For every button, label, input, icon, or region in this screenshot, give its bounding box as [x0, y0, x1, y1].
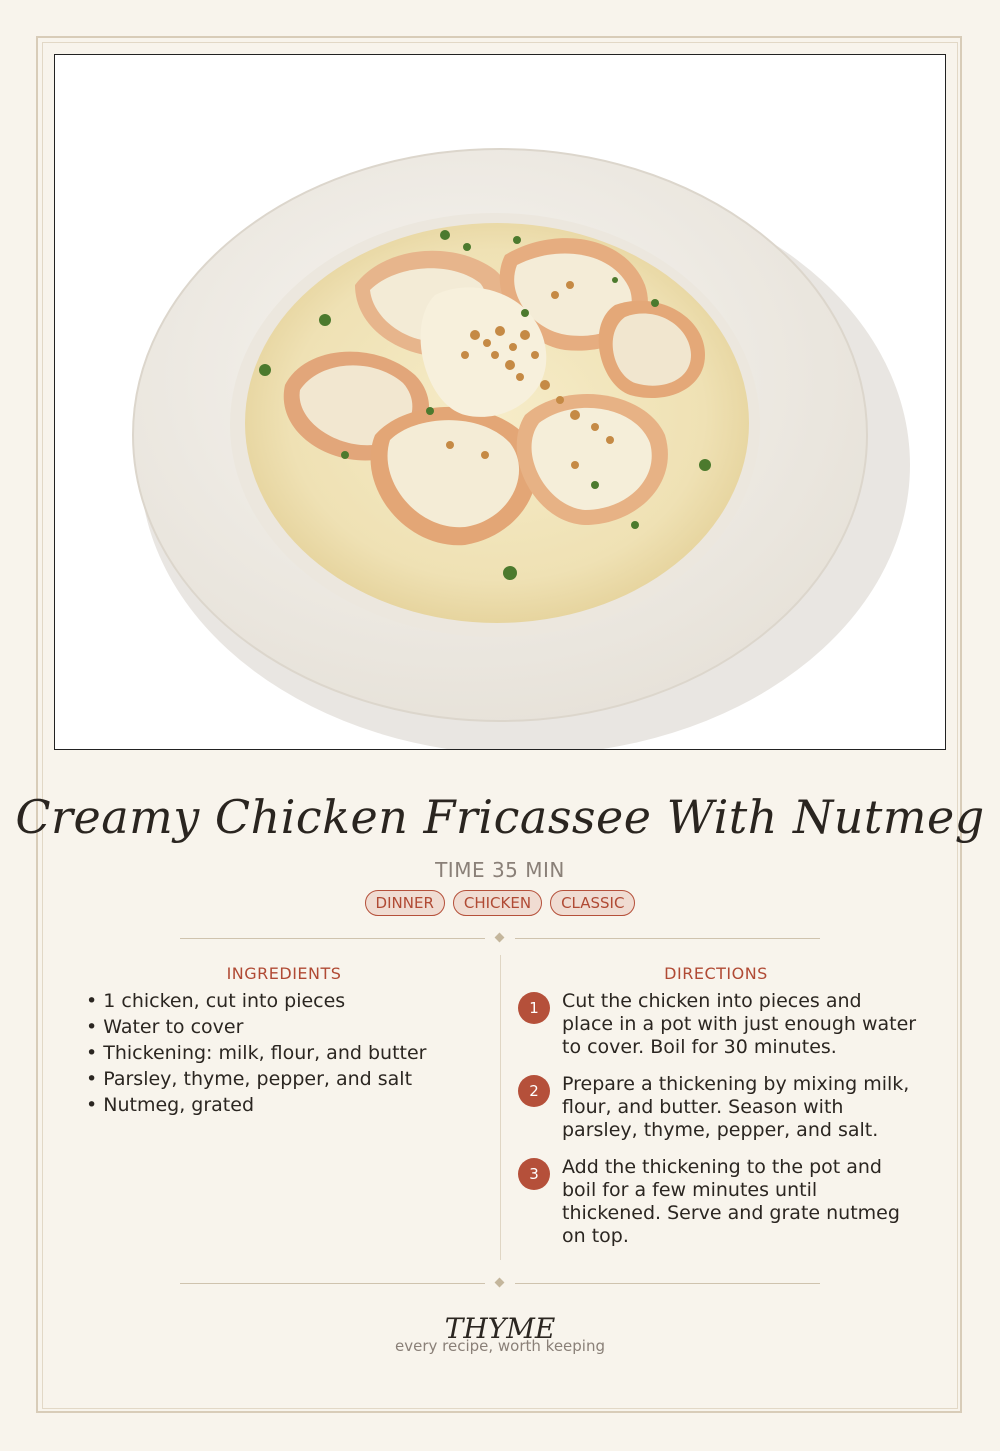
ingredient-item: • Water to cover — [86, 1016, 486, 1039]
diamond-ornament-icon — [495, 933, 505, 943]
recipe-title: Creamy Chicken Fricassee With Nutmeg — [15, 790, 985, 844]
diamond-ornament-icon — [495, 1278, 505, 1288]
ingredient-item: • Nutmeg, grated — [86, 1094, 486, 1117]
tag-list — [0, 890, 1000, 916]
step-text: Cut the chicken into pieces and place in a pot with just enough water to cover. Boil for 30 minutes. — [562, 990, 917, 1058]
step-text: Add the thickening to the pot and boil for a few minutes until thickened. Serve and grate nutmeg on top. — [562, 1156, 900, 1247]
column-divider — [500, 955, 501, 1260]
tag-classic[interactable]: CLASSIC — [550, 890, 635, 916]
fricassee-plate-illustration — [55, 55, 946, 750]
brand-logo: THYME — [444, 1312, 556, 1345]
step-text: Prepare a thickening by mixing milk, flour, and butter. Season with parsley, thyme, pepper, and salt. — [562, 1073, 910, 1141]
tag-dinner[interactable]: DINNER — [365, 890, 445, 916]
step-number-badge: 2 — [518, 1075, 550, 1107]
ingredient-list — [86, 990, 486, 1120]
ingredient-item: • Thickening: milk, flour, and butter — [86, 1042, 486, 1065]
ingredient-item: • 1 chicken, cut into pieces — [86, 990, 486, 1013]
direction-step — [518, 990, 918, 1059]
ingredients-heading: INGREDIENTS — [226, 964, 342, 983]
bottom-divider — [180, 1278, 820, 1290]
brand-tagline: every recipe, worth keeping — [394, 1337, 605, 1355]
direction-list — [518, 990, 918, 1262]
cook-time: TIME 35 MIN — [435, 858, 565, 882]
recipe-photo — [54, 54, 946, 750]
tag-chicken[interactable]: CHICKEN — [453, 890, 542, 916]
direction-step — [518, 1156, 918, 1248]
top-divider — [180, 933, 820, 945]
directions-heading: DIRECTIONS — [664, 964, 768, 983]
step-number-badge: 3 — [518, 1158, 550, 1190]
direction-step — [518, 1073, 918, 1142]
ingredient-item: • Parsley, thyme, pepper, and salt — [86, 1068, 486, 1091]
step-number-badge: 1 — [518, 992, 550, 1024]
